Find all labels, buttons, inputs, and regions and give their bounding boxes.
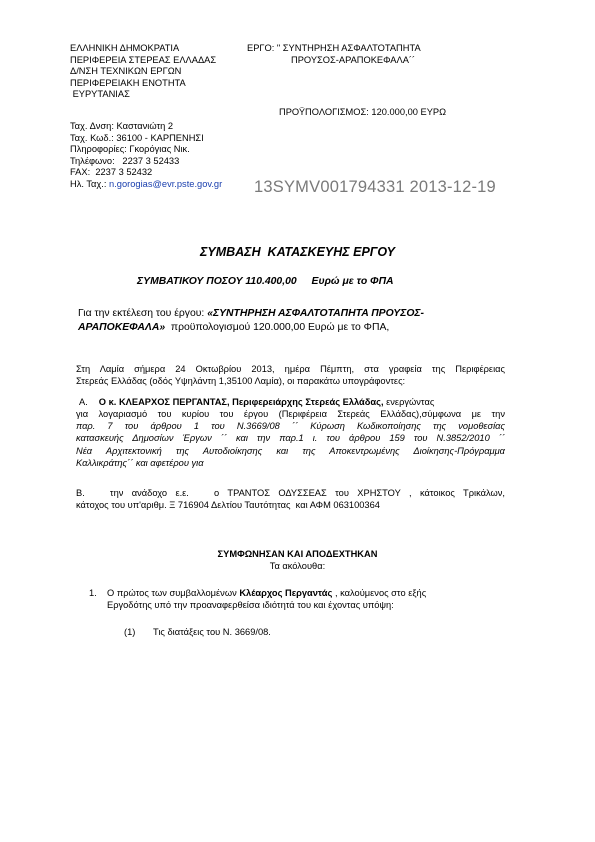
intro-project-name-1: «ΣΥΝΤΗΡΗΣΗ ΑΣΦΑΛΤΟΤΑΠΗΤΑ ΠΡΟΥΣΟΣ-	[207, 308, 425, 319]
item-1-number: 1.	[89, 588, 97, 598]
item-1-suffix: , καλούμενος στο εξής	[332, 588, 427, 598]
party-a-name: Ο κ. ΚΛΕΑΡΧΟΣ ΠΕΡΓΑΝΤΑΣ, Περιφερειάρχης Στερεάς Ελλάδας,	[98, 397, 384, 407]
document-title: ΣΥΜΒΑΣΗ ΚΑΤΑΣΚΕΥΗΣ ΕΡΓΟΥ	[200, 245, 395, 259]
place-line-2: Στερεάς Ελλάδας (οδός Υψηλάντη 1,35100 Λαμία), οι παρακάτω υπογράφοντες:	[76, 376, 406, 386]
issuer-block	[70, 43, 216, 101]
party-a-letter: Α.	[79, 397, 88, 407]
item-1-name: Κλέαρχος Περγαντάς	[239, 588, 333, 598]
place-line-1: Στη Λαμία σήμερα 24 Οκτωβρίου 2013, ημέρα Πέμπτη, στα γραφεία της Περιφέρειας	[76, 364, 505, 374]
contact-line: Πληροφορίες: Γκορόγιας Νικ.	[70, 144, 190, 155]
contact-line: Ταχ. Κωδ.: 36100 - ΚΑΡΠΕΝΗΣΙ	[70, 132, 204, 143]
issuer-line: ΕΥΡΥΤΑΝΙΑΣ	[70, 89, 130, 100]
party-a-line-2: για λογαριασμό του κυρίου του έργου (Περιφέρεια Στερεάς Ελλάδας),σύμφωνα με την	[76, 409, 505, 419]
contract-amount: ΣΥΜΒΑΤΙΚΟΥ ΠΟΣΟΥ 110.400,00	[137, 276, 297, 287]
contract-vat: Ευρώ με το ΦΠΑ	[311, 276, 394, 287]
budget-line: ΠΡΟΫΠΟΛΟΓΙΣΜΟΣ: 120.000,00 ΕΥΡΩ	[279, 107, 447, 117]
item-1-prefix: Ο πρώτος των συμβαλλομένων	[107, 588, 240, 598]
email-link[interactable]: n.gorogias@evr.pste.gov.gr	[109, 178, 223, 189]
party-b-line-1: Β. την ανάδοχο ε.ε. ο ΤΡΑΝΤΟΣ ΟΔΥΣΣΕΑΣ του ΧΡΗΣΤΟΥ , κάτοικος Τρικάλων,	[76, 488, 505, 498]
issuer-line: ΠΕΡΙΦΕΡΕΙΑΚΗ ΕΝΟΤΗΤΑ	[70, 77, 186, 88]
issuer-line: ΠΕΡΙΦΕΡΕΙΑ ΣΤΕΡΕΑΣ ΕΛΛΑΔΑΣ	[70, 54, 217, 65]
intro-paragraph	[78, 307, 424, 335]
contact-line: Ταχ. Δνση: Καστανιώτη 2	[70, 121, 174, 131]
agreed-subheading: Τα ακόλουθα:	[269, 561, 326, 571]
project-line-2: ΠΡΟΥΣΟΣ-ΑΡΑΠΟΚΕΦΑΛΑ´´	[291, 55, 416, 65]
email-line	[70, 179, 222, 191]
party-a-line-4: κατασκευής Δημοσίων Έργων ´´ και την παρ.1 ι. του άρθρου 159 του Ν.3852/2010 ´´	[76, 433, 505, 443]
party-a-line-3: παρ. 7 του άρθρου 1 του Ν.3669/08 ´´ Κύρωση Κωδικοποίησης της νομοθεσίας	[76, 421, 505, 431]
contact-line: Τηλέφωνο: 2237 3 52433	[70, 155, 180, 166]
party-a-line-5: Νέα Αρχιτεκτονική της Αυτοδιοίκησης και της Αποκεντρωμένης Διοίκησης-Πρόγραμμα	[76, 446, 505, 456]
party-a-line-6: Καλλικράτης´´ και αφετέρου για	[76, 458, 204, 468]
issuer-line: Δ/ΝΣΗ ΤΕΧΝΙΚΩΝ ΕΡΓΩΝ	[70, 66, 182, 77]
party-a-line-1	[79, 397, 434, 409]
item-1-line-2: Εργοδότης υπό την προαναφερθείσα ιδιότητά του και έχοντας υπόψη:	[107, 600, 394, 610]
registry-stamp: 13SYMV001794331 2013-12-19	[254, 178, 496, 196]
contract-amount-line	[137, 276, 394, 287]
email-label: Ηλ. Ταχ.:	[70, 178, 107, 189]
agreed-heading: ΣΥΜΦΩΝΗΣΑΝ ΚΑΙ ΑΠΟΔΕΧΤΗΚΑΝ	[217, 549, 378, 559]
intro-prefix: Για την εκτέλεση του έργου:	[78, 308, 208, 319]
subitem-1-number: (1)	[124, 627, 136, 637]
party-a-role: ενεργώντας	[383, 397, 435, 407]
contact-line: FAX: 2237 3 52432	[70, 167, 153, 178]
issuer-line: ΕΛΛΗΝΙΚΗ ΔΗΜΟΚΡΑΤΙΑ	[70, 43, 180, 53]
contact-block	[70, 121, 222, 191]
intro-project-name-2: ΑΡΑΠΟΚΕΦΑΛΑ»	[78, 322, 166, 333]
intro-suffix: προϋπολογισμού 120.000,00 Ευρώ με το ΦΠΑ,	[165, 322, 390, 333]
subitem-1-text: Τις διατάξεις του Ν. 3669/08.	[153, 627, 271, 637]
item-1-line-1	[107, 588, 426, 600]
project-line-1: ΕΡΓΟ: " ΣΥΝΤΗΡΗΣΗ ΑΣΦΑΛΤΟΤΑΠΗΤΑ	[247, 43, 421, 53]
party-b-line-2: κάτοχος του υπ'αριθμ. Ξ 716904 Δελτίου Ταυτότητας και ΑΦΜ 063100364	[76, 500, 380, 510]
